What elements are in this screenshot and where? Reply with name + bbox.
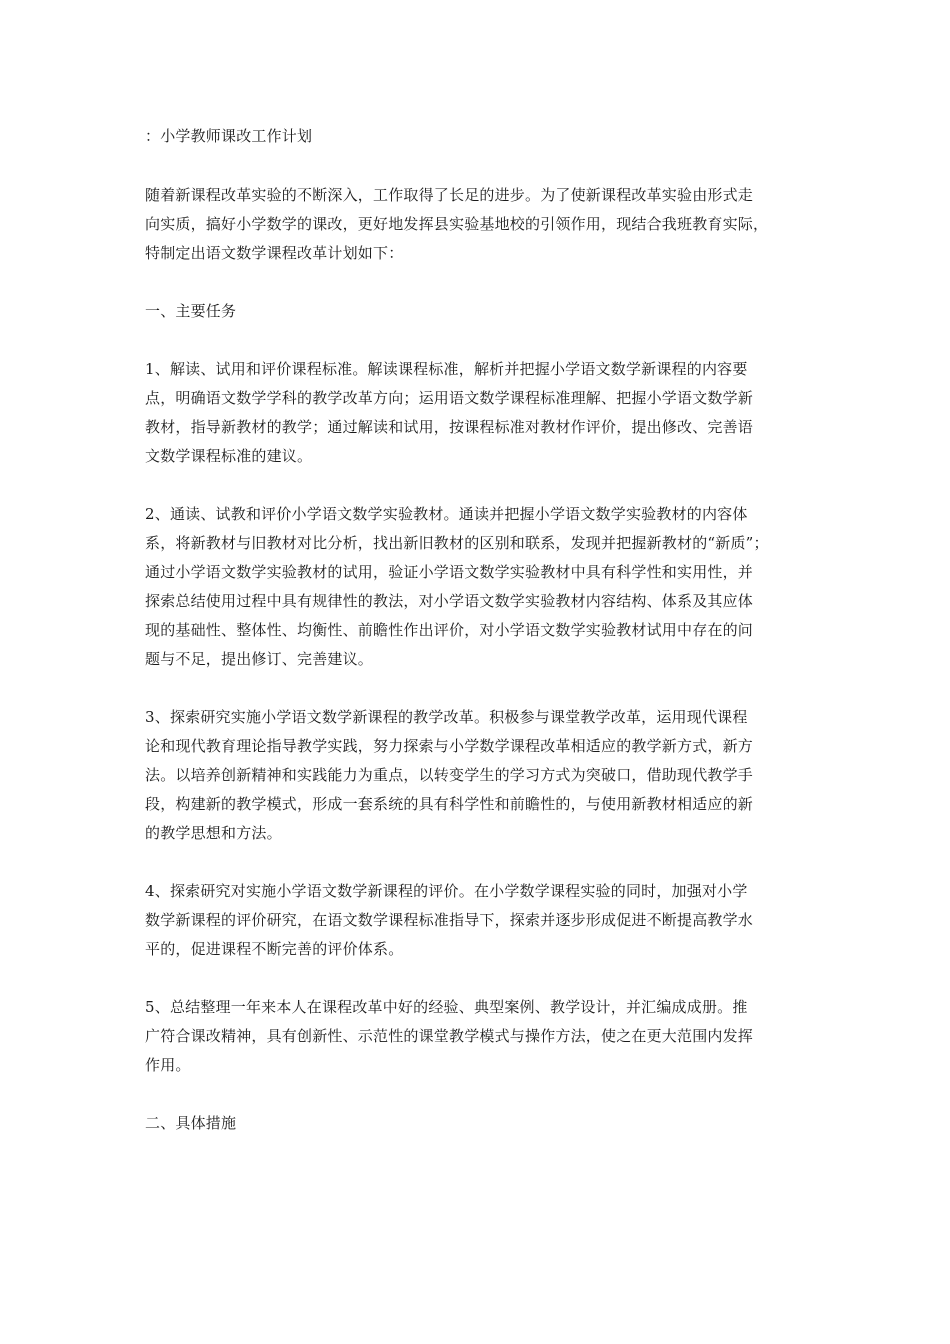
task-item-line: 2、通读、试教和评价小学语文数学实验教材。通读并把握小学语文数学实验教材的内容体 — [145, 505, 748, 523]
task-item-line: 文数学课程标准的建议。 — [145, 447, 313, 465]
section-heading-measures: 二、具体措施 — [145, 1114, 237, 1132]
document-title: ：小学教师课改工作计划 — [145, 127, 313, 145]
task-item-line: 1、解读、试用和评价课程标准。解读课程标准，解析并把握小学语文数学新课程的内容要 — [145, 360, 748, 378]
task-item-line: 广符合课改精神，具有创新性、示范性的课堂教学模式与操作方法，使之在更大范围内发挥 — [145, 1027, 754, 1045]
task-item-line: 点，明确语文数学学科的教学改革方向；运用语文数学课程标准理解、把握小学语文数学新 — [145, 389, 754, 407]
task-item-1 — [145, 355, 810, 471]
task-item-line: 作用。 — [145, 1056, 191, 1074]
task-item-3 — [145, 703, 810, 848]
task-item-line: 3、探索研究实施小学语文数学新课程的教学改革。积极参与课堂教学改革，运用现代课程 — [145, 708, 748, 726]
intro-line: 向实质，搞好小学数学的课改，更好地发挥县实验基地校的引领作用，现结合我班教育实际， — [145, 215, 769, 233]
document-body — [145, 122, 810, 1167]
task-item-line: 系，将新教材与旧教材对比分析，找出新旧教材的区别和联系，发现并把握新教材的“新质”； — [145, 534, 769, 552]
task-item-line: 法。以培养创新精神和实践能力为重点，以转变学生的学习方式为突破口，借助现代教学手 — [145, 766, 754, 784]
task-item-5 — [145, 993, 810, 1080]
section-heading-measures-block — [145, 1109, 810, 1138]
task-item-4 — [145, 877, 810, 964]
task-item-line: 平的，促进课程不断完善的评价体系。 — [145, 940, 404, 958]
task-item-line: 通过小学语文数学实验教材的试用，验证小学语文数学实验教材中具有科学性和实用性，并 — [145, 563, 754, 581]
task-item-2 — [145, 500, 810, 674]
section-heading-tasks: 一、主要任务 — [145, 302, 237, 320]
task-item-line: 探索总结使用过程中具有规律性的教法，对小学语文数学实验教材内容结构、体系及其应体 — [145, 592, 754, 610]
task-item-line: 数学新课程的评价研究，在语文数学课程标准指导下，探索并逐步形成促进不断提高教学水 — [145, 911, 754, 929]
task-item-line: 题与不足，提出修订、完善建议。 — [145, 650, 374, 668]
task-item-line: 教材，指导新教材的教学；通过解读和试用，按课程标准对教材作评价，提出修改、完善语 — [145, 418, 754, 436]
task-item-line: 论和现代教育理论指导教学实践，努力探索与小学数学课程改革相适应的教学新方式，新方 — [145, 737, 754, 755]
intro-paragraph — [145, 181, 810, 268]
intro-line: 特制定出语文数学课程改革计划如下： — [145, 244, 404, 262]
task-item-line: 段，构建新的教学模式，形成一套系统的具有科学性和前瞻性的，与使用新教材相适应的新 — [145, 795, 754, 813]
section-heading-tasks-block — [145, 297, 810, 326]
task-item-line: 5、总结整理一年来本人在课程改革中好的经验、典型案例、教学设计，并汇编成成册。推 — [145, 998, 748, 1016]
task-item-line: 4、探索研究对实施小学语文数学新课程的评价。在小学数学课程实验的同时，加强对小学 — [145, 882, 748, 900]
task-item-line: 现的基础性、整体性、均衡性、前瞻性作出评价，对小学语文数学实验教材试用中存在的问 — [145, 621, 754, 639]
intro-line: 随着新课程改革实验的不断深入，工作取得了长足的进步。为了使新课程改革实验由形式走 — [145, 186, 754, 204]
document-title-block — [145, 122, 810, 151]
task-item-line: 的教学思想和方法。 — [145, 824, 282, 842]
